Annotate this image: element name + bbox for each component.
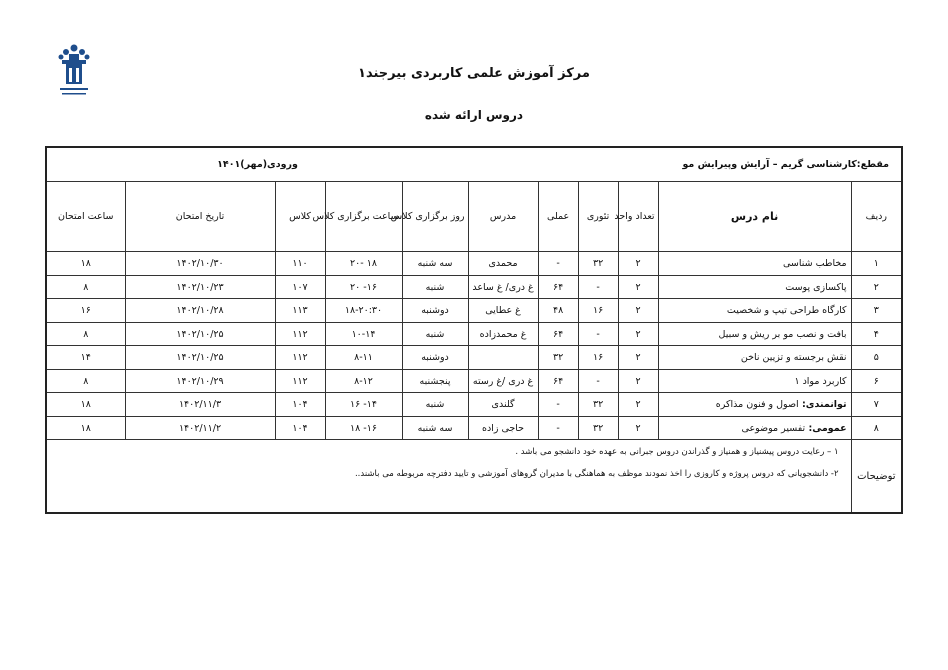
program-title: مقطع:کارشناسی گریم – آرایش وپیرایش مو xyxy=(468,147,902,181)
course-category: عمومی: xyxy=(805,422,847,434)
course-name: نقش برجسته و تزیین ناخن xyxy=(740,352,847,364)
cell-units: ۲ xyxy=(618,252,658,276)
cell-course-name xyxy=(658,346,851,370)
cell-classroom: ۱۱۰ xyxy=(275,252,325,276)
cell-practical: ۴۸ xyxy=(538,299,578,323)
cell-classroom: ۱۱۲ xyxy=(275,346,325,370)
table-row xyxy=(46,299,902,323)
cell-theory: ۳۲ xyxy=(578,252,618,276)
course-name: مخاطب شناسی xyxy=(782,258,847,270)
table-row xyxy=(46,252,902,276)
cell-units: ۲ xyxy=(618,416,658,440)
cell-exam-time: ۱۸ xyxy=(46,416,125,440)
note-item: ۱ – رعایت دروس پیشنیاز و همنیاز و گذراندن دروس جبرانی به عهده خود دانشجو می باشد . xyxy=(515,447,839,458)
cell-day: پنجشنبه xyxy=(402,369,468,393)
cell-exam-time: ۸ xyxy=(46,275,125,299)
table-row xyxy=(46,346,902,370)
cell-course-name xyxy=(658,416,851,440)
col-theory: تئوری xyxy=(578,181,618,252)
table-row xyxy=(46,416,902,440)
col-exam-time: ساعت امتحان xyxy=(46,181,125,252)
cell-day: دوشنبه xyxy=(402,346,468,370)
cell-instructor: غ محمدزاده xyxy=(468,322,538,346)
cell-instructor: غ دری/ غ ساعد xyxy=(468,275,538,299)
cell-course-name xyxy=(658,369,851,393)
cell-day: دوشنبه xyxy=(402,299,468,323)
cell-instructor xyxy=(468,346,538,370)
cell-day: شنبه xyxy=(402,322,468,346)
course-name: بافت و نصب مو بر ریش و سبیل xyxy=(718,328,847,340)
cell-class-time: ۱۴- ۱۶ xyxy=(325,393,402,417)
cell-radif: ۸ xyxy=(851,416,902,440)
cell-exam-time: ۱۶ xyxy=(46,299,125,323)
notes-label: توضیحات xyxy=(851,440,902,513)
cell-class-time: ۱۸ -۲۰ xyxy=(325,252,402,276)
cell-day: شنبه xyxy=(402,275,468,299)
entry-term: ورودی(مهر)۱۴۰۱ xyxy=(46,147,468,181)
cell-day: سه شنبه xyxy=(402,416,468,440)
cell-theory: - xyxy=(578,369,618,393)
cell-units: ۲ xyxy=(618,275,658,299)
column-headers xyxy=(46,181,902,252)
course-name: اصول و فنون مذاکره xyxy=(715,399,799,411)
cell-day: سه شنبه xyxy=(402,252,468,276)
cell-radif: ۵ xyxy=(851,346,902,370)
cell-class-time: ۸-۱۲ xyxy=(325,369,402,393)
cell-radif: ۲ xyxy=(851,275,902,299)
table-row xyxy=(46,322,902,346)
notes-row xyxy=(46,440,902,513)
col-practical: عملی xyxy=(538,181,578,252)
course-name: تفسیر موضوعی xyxy=(741,422,806,434)
cell-exam-date: ۱۴۰۲/۱۱/۳ xyxy=(125,393,275,417)
cell-course-name xyxy=(658,322,851,346)
institution-title: مرکز آموزش علمی کاربردی بیرجند۱ xyxy=(358,66,590,81)
cell-instructor: محمدی xyxy=(468,252,538,276)
course-table xyxy=(45,146,903,514)
course-name: کارگاه طراحی تیپ و شخصیت xyxy=(726,305,847,317)
cell-exam-time: ۱۸ xyxy=(46,393,125,417)
cell-instructor: غ عطایی xyxy=(468,299,538,323)
cell-classroom: ۱۰۴ xyxy=(275,393,325,417)
cell-exam-date: ۱۴۰۲/۱۰/۳۰ xyxy=(125,252,275,276)
cell-classroom: ۱۰۴ xyxy=(275,416,325,440)
note-item: ۲- دانشجویانی که دروس پروژه و کاروزی را اخذ نمودند موظف به هماهنگی با مدیران گروهای آموزشی و تایید دفترچه مربوطه می باشند.. xyxy=(354,469,839,480)
table-row xyxy=(46,393,902,417)
cell-radif: ۱ xyxy=(851,252,902,276)
cell-units: ۲ xyxy=(618,369,658,393)
course-category: توانمندی: xyxy=(798,399,847,411)
cell-exam-time: ۱۸ xyxy=(46,252,125,276)
cell-theory: - xyxy=(578,275,618,299)
cell-practical: - xyxy=(538,393,578,417)
cell-theory: ۱۶ xyxy=(578,299,618,323)
cell-day: شنبه xyxy=(402,393,468,417)
cell-exam-date: ۱۴۰۲/۱۰/۲۹ xyxy=(125,369,275,393)
table-row xyxy=(46,369,902,393)
col-class-time: ساعت برگزاری کلاس xyxy=(325,181,402,252)
cell-class-time: ۱۸-۲۰:۳۰ xyxy=(325,299,402,323)
col-units: تعداد واحد xyxy=(618,181,658,252)
cell-practical: - xyxy=(538,416,578,440)
cell-course-name xyxy=(658,275,851,299)
col-radif: ردیف xyxy=(851,181,902,252)
cell-theory: - xyxy=(578,322,618,346)
col-exam-date: تاریخ امتحان xyxy=(125,181,275,252)
cell-practical: ۶۴ xyxy=(538,369,578,393)
cell-practical: ۶۴ xyxy=(538,322,578,346)
cell-course-name xyxy=(658,252,851,276)
cell-classroom: ۱۱۳ xyxy=(275,299,325,323)
cell-theory: ۱۶ xyxy=(578,346,618,370)
cell-practical: ۳۲ xyxy=(538,346,578,370)
cell-practical: - xyxy=(538,252,578,276)
col-classroom: کلاس xyxy=(275,181,325,252)
cell-exam-time: ۱۴ xyxy=(46,346,125,370)
cell-radif: ۴ xyxy=(851,322,902,346)
cell-exam-date: ۱۴۰۲/۱۱/۲ xyxy=(125,416,275,440)
col-course-name: نام درس xyxy=(658,181,851,252)
cell-exam-time: ۸ xyxy=(46,322,125,346)
cell-exam-date: ۱۴۰۲/۱۰/۲۵ xyxy=(125,346,275,370)
cell-units: ۲ xyxy=(618,393,658,417)
cell-radif: ۳ xyxy=(851,299,902,323)
cell-units: ۲ xyxy=(618,346,658,370)
table-row xyxy=(46,275,902,299)
table-header-row xyxy=(46,147,902,181)
cell-theory: ۳۲ xyxy=(578,416,618,440)
cell-practical: ۶۴ xyxy=(538,275,578,299)
cell-classroom: ۱۱۲ xyxy=(275,369,325,393)
cell-class-time: ۸-۱۱ xyxy=(325,346,402,370)
cell-classroom: ۱۰۷ xyxy=(275,275,325,299)
cell-instructor: حاجی زاده xyxy=(468,416,538,440)
cell-instructor: گلندی xyxy=(468,393,538,417)
cell-course-name xyxy=(658,299,851,323)
cell-exam-date: ۱۴۰۲/۱۰/۲۳ xyxy=(125,275,275,299)
cell-units: ۲ xyxy=(618,299,658,323)
cell-class-time: ۱۰-۱۴ xyxy=(325,322,402,346)
cell-class-time: ۱۶- ۲۰ xyxy=(325,275,402,299)
cell-classroom: ۱۱۲ xyxy=(275,322,325,346)
cell-exam-date: ۱۴۰۲/۱۰/۲۵ xyxy=(125,322,275,346)
cell-theory: ۳۲ xyxy=(578,393,618,417)
course-name: پاکسازی پوست xyxy=(785,281,847,293)
cell-course-name xyxy=(658,393,851,417)
course-name: کاربرد مواد ۱ xyxy=(794,375,847,387)
col-day: روز برگزاری کلاس xyxy=(402,181,468,252)
cell-class-time: ۱۶- ۱۸ xyxy=(325,416,402,440)
page-subtitle: دروس ارائه شده xyxy=(424,108,524,122)
cell-units: ۲ xyxy=(618,322,658,346)
cell-exam-time: ۸ xyxy=(46,369,125,393)
cell-radif: ۶ xyxy=(851,369,902,393)
col-instructor: مدرس xyxy=(468,181,538,252)
notes-content xyxy=(46,440,851,513)
cell-exam-date: ۱۴۰۲/۱۰/۲۸ xyxy=(125,299,275,323)
cell-radif: ۷ xyxy=(851,393,902,417)
cell-instructor: غ دری /غ رسته xyxy=(468,369,538,393)
